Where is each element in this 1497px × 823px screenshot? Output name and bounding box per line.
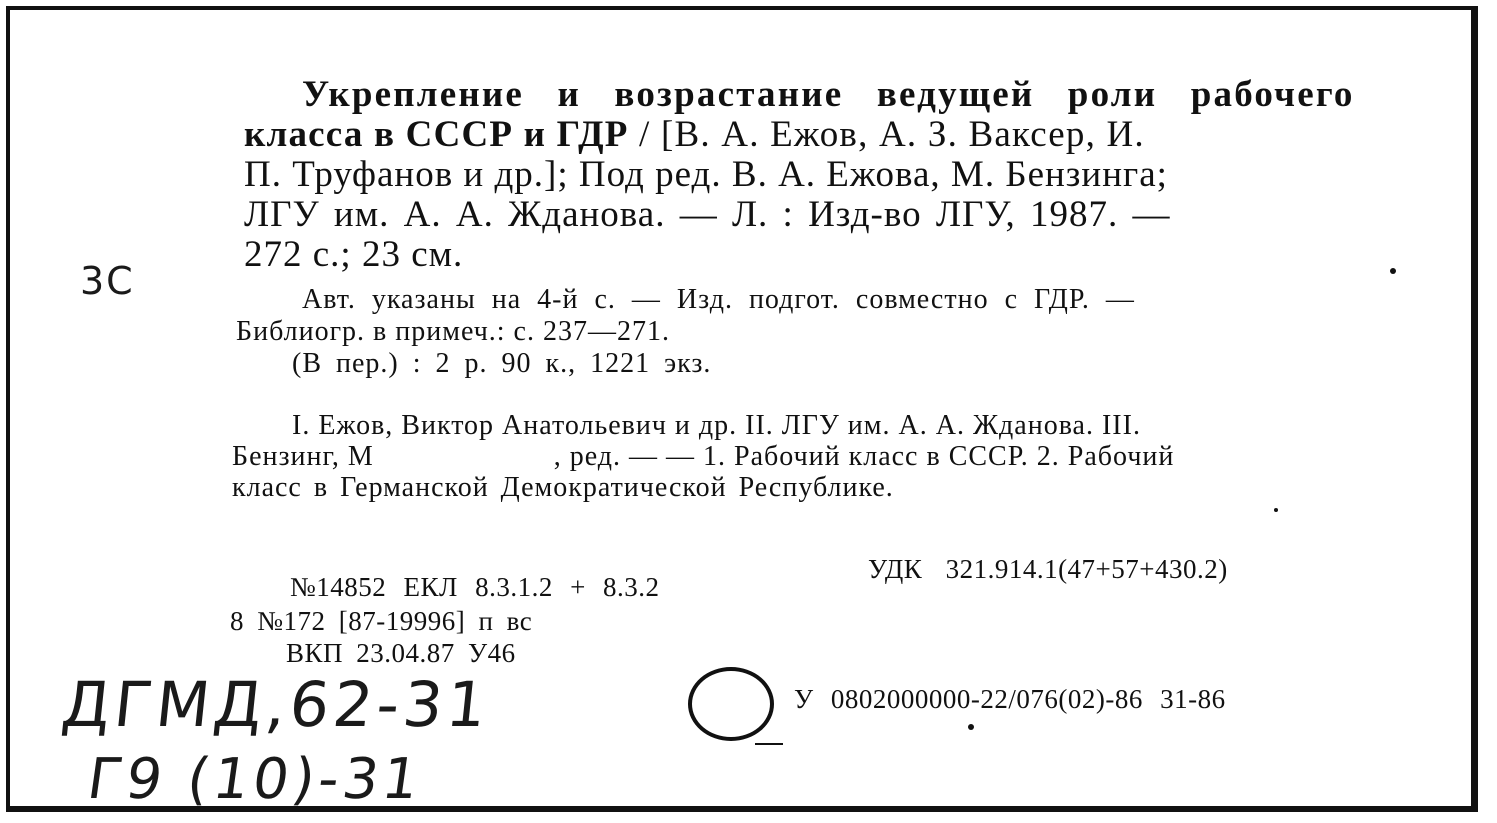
tracings-line-1: I. Ежов, Виктор Анатольевич и др. II. ЛГУ им. А. А. Жданова. III. <box>292 410 1141 441</box>
authors-part: / [В. А. Ежов, А. З. Ваксер, И. <box>628 114 1145 155</box>
tracings-subjects: , ред. — — 1. Рабочий класс в СССР. 2. Рабочий <box>553 441 1175 472</box>
codes-line-3: ВКП 23.04.87 У46 <box>286 638 516 668</box>
notes-line-2: Библиогр. в примеч.: с. 237—271. <box>236 316 670 347</box>
tracings-line-3: класс в Германской Демократической Республике. <box>232 472 894 503</box>
title-bold-part: класса в СССР и ГДР <box>244 114 629 155</box>
title-line-1: Укрепление и возрастание ведущей роли рабочего <box>302 74 1355 115</box>
notes-line-1: Авт. указаны на 4-й с. — Изд. подгот. совместно с ГДР. — <box>302 284 1135 315</box>
title-line-3: П. Труфанов и др.]; Под ред. В. А. Ежова, М. Бензинга; <box>244 154 1168 195</box>
title-line-5: 272 с.; 23 см. <box>244 234 464 275</box>
index-code: У 0802000000-22/076(02)-86 31-86 <box>794 684 1226 714</box>
speck-dot <box>968 724 974 730</box>
codes-line-2: 8 №172 [87-19996] п вс <box>230 606 533 636</box>
notes-line-3: (В пер.) : 2 р. 90 к., 1221 экз. <box>292 348 712 379</box>
circle-underline <box>755 743 783 745</box>
title-line-4: ЛГУ им. А. А. Жданова. — Л. : Изд-во ЛГУ, 1987. — <box>244 194 1171 235</box>
udk-code: УДК 321.914.1(47+57+430.2) <box>868 554 1228 584</box>
title-line-2 <box>244 116 1145 153</box>
tracings-name: Бензинг, М <box>232 441 374 472</box>
speck-dot <box>1274 508 1278 512</box>
circle-mark <box>688 667 774 741</box>
codes-line-1: №14852 ЕКЛ 8.3.1.2 + 8.3.2 <box>290 572 660 602</box>
catalog-card <box>6 6 1478 812</box>
speck-dot <box>1390 268 1396 274</box>
handwritten-shelfmark-2: Г9 (10)-31 <box>83 747 427 812</box>
handwritten-margin-mark: 3С <box>80 259 135 303</box>
handwritten-shelfmark-1: ДГМД,62-31 <box>58 668 494 741</box>
tracings-line-2 <box>232 443 1174 471</box>
